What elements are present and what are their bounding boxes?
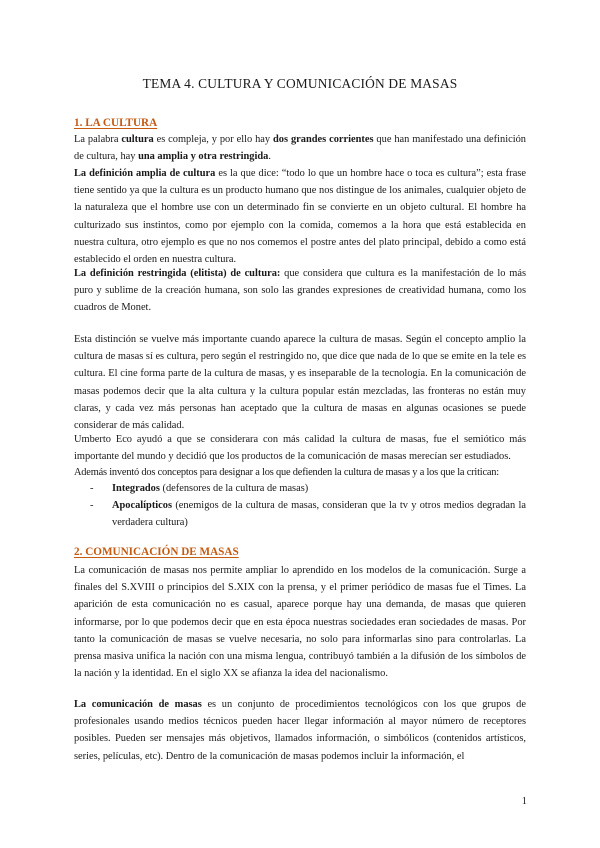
list-item: - Apocalípticos (enemigos de la cultura de masas, consideran que la tv y otros medios degradan la verdadera cultura) [74,497,526,531]
concept-list [74,480,526,532]
paragraph-umberto-eco: Umberto Eco ayudó a que se considerara con más calidad la cultura de masas, fue el semiótico más importante del mundo y decidió que los productos de la comunicación de masas merecían ser estudiados. [74,434,526,463]
paragraph-distincion: Esta distinción se vuelve más importante cuando aparece la cultura de masas. Según el concepto amplio la cultura de masas sí es cultura, pero según el restringido no, que dice que nada de lo que se emite en la tele es cultura. El cine forma parte de la cultura de masas, y es inseparable de la tecnología. En la comunicación de masas podemos decir que la alta cultura y la cultura popular están mezcladas, las fronteras no están muy claras, y cada vez más personas han aceptado que la cultura de masas en algunas ocasiones se puede considerar de más calidad. [74,334,526,432]
paragraph-definicion-amplia: La definición amplia de cultura es la que dice: “todo lo que un hombre hace o toca es cultura”; esta frase tiene sentido ya que la cultura es un producto humano que nos distingue de los animales, cualquier objeto de la naturaleza que el hombre use con un determinado fin se convierte en un objeto cultural. El hombre ha culturizado sus instintos, como por ejemplo con la comida, comemos a la hora que está establecida en nuestra cultura, otro ejemplo es que no nos comemos el postre antes del plato principal, debido a como está establecido el orden en nuestra cultura. [74,168,526,266]
page-number: 1 [521,796,527,807]
list-item: - Integrados (defensores de la cultura de masas) [74,480,526,497]
document-title: TEMA 4. CULTURA Y COMUNICACIÓN DE MASAS [142,76,458,91]
paragraph-definicion-restringida: La definición restringida (elitista) de cultura: que considera que cultura es la manifestación de lo más puro y sublime de la creación humana, son solo las grandes expresiones de creatividad humana, como los cuadros de Monet. [74,268,526,314]
paragraph-cultura-intro: La palabra cultura es compleja, y por ello hay dos grandes corrientes que han manifestado una definición de cultura, hay una amplia y otra restringida. [74,134,526,163]
paragraph-dos-conceptos: Además inventó dos conceptos para designar a los que defienden la cultura de masas y a los que la critican: [74,467,499,478]
list-bullet: - [90,500,94,512]
section-heading-cultura: 1. LA CULTURA [74,117,158,129]
list-bullet: - [90,483,94,494]
section-heading-comunicacion: 2. COMUNICACIÓN DE MASAS [74,546,239,558]
paragraph-definicion-comunicacion: La comunicación de masas es un conjunto de procedimientos tecnológicos con los que grupos de profesionales usando medios técnicos pueden hacer llegar información al mayor número de receptores posibles. Pueden ser mensajes más objetivos, llamados información, o simbólicos (contenidos artísticos, series, películas, etc). Dentro de la comunicación de masas podemos incluir la información, el [74,699,526,762]
paragraph-comunicacion-masas: La comunicación de masas nos permite ampliar lo aprendido en los modelos de la comunicación. Surge a finales del S.XVIII o principios del S.XIX con la prensa, y el primer periódico de masas fue el Times. La aparición de esta comunicación no es casual, aparece porque hay una demanda, de masas que quieren informarse, por lo que podemos decir que en esta época nuestras sociedades eran sociedades de masas. Por tanto la comunicación de masas se vuelve necesaria, no solo para informarlas sino para controlarlas. La prensa masiva unifica la nación con una misma lengua, contribuyó también a la difusión de los símbolos de la nación y la identidad. En el siglo XX se afianza la idea del nacionalismo. [74,565,526,680]
